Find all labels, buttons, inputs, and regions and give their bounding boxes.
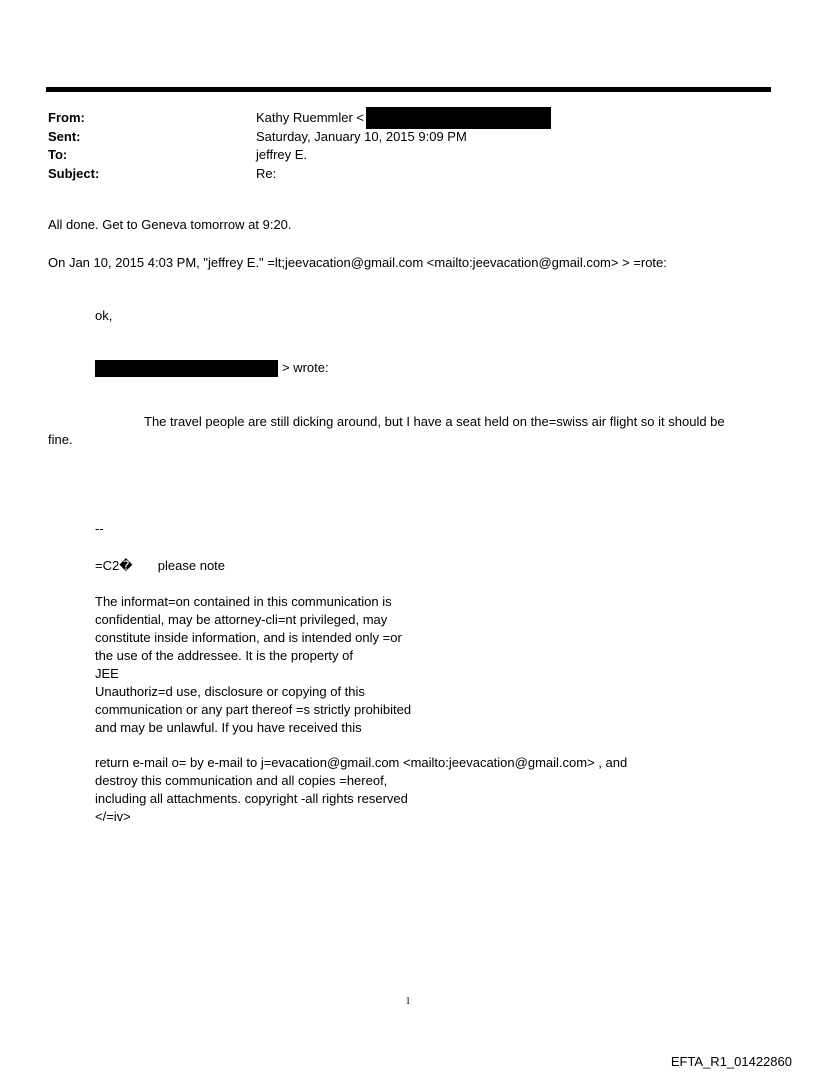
subject-value: Re: <box>256 165 277 181</box>
wrote-suffix: > wrote: <box>282 360 329 375</box>
to-row <box>48 146 748 165</box>
sent-label: Sent: <box>48 128 81 144</box>
note-prefix: =C2� <box>95 558 133 573</box>
document-id: EFTA_R1_01422860 <box>670 1054 792 1069</box>
footer-line: </=iv> <box>95 809 131 824</box>
header-rule <box>46 87 771 92</box>
signature-dashes: -- <box>95 521 104 536</box>
disclaimer-block <box>95 593 411 737</box>
subject-label: Subject: <box>48 165 100 181</box>
quoted-ok: ok, <box>95 308 113 323</box>
disclaimer-line: the use of the addressee. It is the property of <box>95 648 353 663</box>
from-label: From: <box>48 110 85 125</box>
subject-row <box>48 165 748 184</box>
redaction-box-from-email <box>366 107 551 129</box>
note-line <box>95 557 225 575</box>
footer-line: destroy this communication and all copies =hereof, <box>95 773 388 788</box>
redaction-box-sender <box>95 360 278 377</box>
disclaimer-line: and may be unlawful. If you have received this <box>95 720 362 735</box>
disclaimer-line: JEE <box>95 666 119 681</box>
travel-line-2: fine. <box>48 432 73 447</box>
to-label: To: <box>48 147 68 162</box>
disclaimer-line: communication or any part thereof =s strictly prohibited <box>95 702 412 717</box>
quoted-wrote-line <box>95 359 329 377</box>
from-row <box>48 109 748 128</box>
to-value: jeffrey E. <box>256 147 308 162</box>
disclaimer-line: The informat=on contained in this communication is <box>95 594 392 609</box>
sent-value: Saturday, January 10, 2015 9:09 PM <box>256 128 467 144</box>
quote-intro: On Jan 10, 2015 4:03 PM, "jeffrey E." =lt;jeevacation@gmail.com <mailto:jeevacation@gmail.com> > =rote: <box>48 255 667 270</box>
travel-line-1: The travel people are still dicking around, but I have a seat held on the=swiss air flight so it should be <box>144 414 725 429</box>
page-number: 1 <box>405 996 411 1007</box>
reply-text: All done. Get to Geneva tomorrow at 9:20. <box>48 217 292 232</box>
note-text: please note <box>157 558 226 573</box>
footer-line: including all attachments. copyright -all rights reserved <box>95 791 408 806</box>
disclaimer-line: Unauthoriz=d use, disclosure or copying of this <box>95 684 365 699</box>
email-header <box>48 109 748 183</box>
footer-line: return e-mail o= by e-mail to j=evacation@gmail.com <mailto:jeevacation@gmail.com> , and <box>95 755 628 770</box>
disclaimer-line: constitute inside information, and is intended only =or <box>95 630 402 645</box>
return-instructions-block <box>95 754 627 826</box>
from-value: Kathy Ruemmler < <box>256 110 365 125</box>
sent-row <box>48 128 748 147</box>
disclaimer-line: confidential, may be attorney-cli=nt privileged, may <box>95 612 388 627</box>
from-value-wrap <box>256 107 551 129</box>
